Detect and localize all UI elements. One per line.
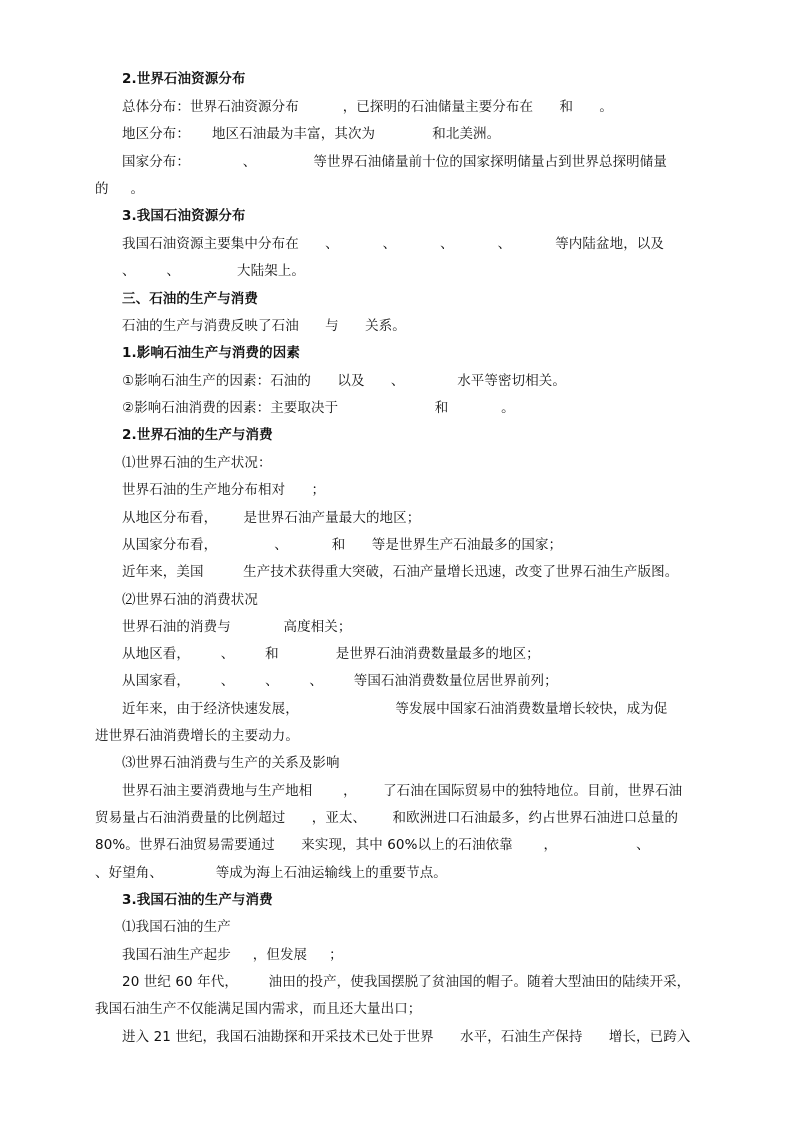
section-heading-oil-production-consumption: 三、石油的生产与消费	[122, 291, 258, 307]
text-line: 从国家分布看， 、 和 等是世界生产石油最多的国家；	[122, 537, 563, 553]
text-line: 国家分布： 、 等世界石油储量前十位的国家探明储量占到世界总探明储量	[122, 154, 667, 170]
text-line: 地区分布： 地区石油最为丰富，其次为 和北美洲。	[122, 126, 501, 142]
heading-2-world-oil-distribution: 2.世界石油资源分布	[122, 71, 246, 87]
text-line: 20 世纪 60 年代， 油田的投产，使我国摆脱了贫油国的帽子。随着大型油田的陆续开采，	[122, 974, 691, 990]
text-line: ②影响石油消费的因素：主要取决于 和 。	[122, 400, 515, 416]
heading-1-influencing-factors: 1.影响石油生产与消费的因素	[122, 345, 300, 361]
text-line: 、好望角、 等成为海上石油运输线上的重要节点。	[95, 865, 447, 881]
text-line: 从地区看， 、 和 是世界石油消费数量最多的地区；	[122, 646, 540, 662]
text-line: 近年来，美国 生产技术获得重大突破，石油产量增长迅速，改变了世界石油生产版图。	[122, 564, 679, 580]
text-line: 从国家看， 、 、 、 等国石油消费数量位居世界前列；	[122, 673, 558, 689]
heading-3-china-oil-distribution: 3.我国石油资源分布	[122, 208, 246, 224]
text-line: 世界石油的生产地分布相对 ；	[122, 482, 326, 498]
text-line: 80%。世界石油贸易需要通过 来实现，其中 60%以上的石油依靠 ， 、	[95, 837, 650, 853]
text-line: 石油的生产与消费反映了石油 与 关系。	[122, 318, 406, 334]
text-line: 的 。	[95, 181, 145, 197]
text-line: 总体分布：世界石油资源分布 ，已探明的石油储量主要分布在 和 。	[122, 99, 614, 115]
text-line: ⑶世界石油消费与生产的关系及影响	[122, 755, 340, 771]
text-line: 进世界石油消费增长的主要动力。	[95, 728, 299, 744]
text-line: ⑵世界石油的消费状况	[122, 592, 258, 608]
text-line: 世界石油主要消费地与生产地相 ， 了石油在国际贸易中的独特地位。目前，世界石油	[122, 783, 683, 799]
text-line: 我国石油生产起步 ，但发展 ；	[122, 947, 343, 963]
text-line: 世界石油的消费与 高度相关；	[122, 619, 352, 635]
text-line: 贸易量占石油消费量的比例超过 ，亚太、 和欧洲进口石油最多，约占世界石油进口总量的	[95, 810, 679, 826]
text-line: ①影响石油生产的因素：石油的 以及 、 水平等密切相关。	[122, 373, 566, 389]
text-line: ⑴世界石油的生产状况：	[122, 455, 272, 471]
text-line: ⑴我国石油的生产	[122, 919, 231, 935]
text-line: 进入 21 世纪，我国石油勘探和开采技术已处于世界 水平，石油生产保持 增长，已跨入	[122, 1029, 691, 1045]
text-line: 从地区分布看， 是世界石油产量最大的地区；	[122, 510, 421, 526]
text-line: 、 、 大陆架上。	[122, 263, 306, 279]
heading-2-world-production-consumption: 2.世界石油的生产与消费	[122, 427, 273, 443]
text-line: 我国石油资源主要集中分布在 、 、 、 、 等内陆盆地，以及	[122, 236, 664, 252]
text-line: 我国石油生产不仅能满足国内需求，而且还大量出口；	[95, 1001, 422, 1017]
heading-3-china-production-consumption: 3.我国石油的生产与消费	[122, 892, 273, 908]
text-line: 近年来，由于经济快速发展， 等发展中国家石油消费数量增长较快，成为促	[122, 701, 668, 717]
